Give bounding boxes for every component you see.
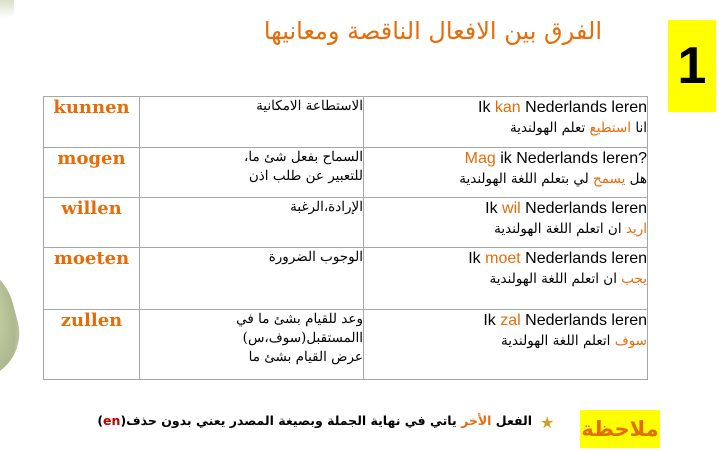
example-cell [364, 148, 648, 198]
arabic-modal-verb: يجب [621, 271, 647, 287]
meaning-line: االمستقبل(سوف،س) [242, 330, 363, 346]
meaning-cell [140, 97, 364, 148]
arabic-translation-part: تعلم الهولندية [509, 120, 590, 136]
dutch-modal-verb: kan [494, 99, 521, 116]
leaf-decoration [0, 250, 30, 380]
arabic-translation-part: ان اتعلم اللغة الهولندية [494, 221, 626, 237]
dutch-sentence [364, 148, 647, 169]
star-bullet-icon: ★ [540, 413, 555, 432]
slide-number: 1 [677, 37, 707, 95]
corner-decoration [0, 0, 14, 18]
example-cell [364, 310, 648, 380]
note-text-pre: الفعل [491, 413, 532, 428]
verb-cell: willen [44, 198, 140, 248]
note-label: ملاحظة [580, 410, 660, 448]
dutch-sentence-part: ik Nederlands leren? [495, 150, 647, 167]
table-row [44, 97, 648, 148]
arabic-translation-part: لي بتعلم اللغة الهولندية [459, 171, 594, 187]
dutch-modal-verb: moet [485, 250, 521, 267]
dutch-sentence [364, 97, 647, 118]
dutch-modal-verb: Mag [464, 150, 496, 167]
note-text-mid: ياتي في نهاية الجملة وبصيغة المصدر يعني بدون حذف( [120, 413, 462, 428]
slide-number-badge [668, 20, 716, 112]
meaning-line: السماح بفعل شئ ما، [243, 149, 363, 165]
arabic-translation [364, 331, 647, 352]
dutch-sentence-part: Nederlands leren [520, 200, 647, 217]
dutch-modal-verb: wil [502, 200, 521, 217]
meaning-line: الاستطاعة الامكانية [256, 98, 363, 114]
dutch-sentence-part: Ik [483, 312, 501, 329]
arabic-modal-verb: اريد [625, 221, 647, 237]
arabic-translation-part: انا [631, 120, 647, 136]
table-row [44, 248, 648, 310]
dutch-sentence-part: Nederlands leren [520, 99, 647, 116]
modal-verbs-table [43, 96, 648, 380]
dutch-sentence [364, 248, 647, 269]
meaning-line: وعد للقيام بشئ ما في [236, 311, 363, 327]
meaning-cell [140, 148, 364, 198]
meaning-cell [140, 248, 364, 310]
dutch-sentence-part: Nederlands leren [520, 250, 647, 267]
dutch-sentence [364, 198, 647, 219]
note-text-post: ) [97, 413, 104, 428]
meaning-line: الإرادة،الرغبة [290, 199, 363, 215]
verb-cell: moeten [44, 248, 140, 310]
arabic-translation [364, 269, 647, 290]
arabic-modal-verb: سوف [614, 333, 647, 349]
arabic-translation-part: اتعلم اللغة الهولندية [500, 333, 615, 349]
meaning-cell [140, 310, 364, 380]
arabic-translation [364, 169, 647, 190]
arabic-modal-verb: يسمح [593, 171, 626, 187]
arabic-translation-part: هل [625, 171, 647, 187]
verb-cell: kunnen [44, 97, 140, 148]
meaning-cell [140, 198, 364, 248]
meaning-line: للتعبير عن طلب اذن [248, 168, 363, 184]
verb-cell: mogen [44, 148, 140, 198]
meaning-line: عرض القيام بشئ ما [248, 349, 363, 365]
arabic-modal-verb: استطيع [589, 120, 632, 136]
dutch-sentence-part: Ik [485, 200, 503, 217]
example-cell [364, 248, 648, 310]
note-text-highlight: الأخر [461, 413, 492, 428]
note-text-suffix: en [103, 413, 121, 428]
page-title: الفرق بين الافعال الناقصة ومعانيها [263, 17, 602, 45]
arabic-translation [364, 118, 647, 139]
dutch-sentence [364, 310, 647, 331]
verb-cell: zullen [44, 310, 140, 380]
example-cell [364, 97, 648, 148]
meaning-line: الوجوب الضرورة [268, 249, 363, 265]
table-body [44, 97, 648, 380]
dutch-modal-verb: zal [500, 312, 521, 329]
table-row [44, 198, 648, 248]
dutch-sentence-part: Ik [468, 250, 486, 267]
arabic-translation [364, 219, 647, 240]
example-cell [364, 198, 648, 248]
dutch-sentence-part: Ik [478, 99, 495, 116]
note-text [97, 412, 532, 430]
table-row [44, 310, 648, 380]
table-row [44, 148, 648, 198]
dutch-sentence-part: Nederlands leren [520, 312, 647, 329]
arabic-translation-part: ان اتعلم اللغة الهولندية [489, 271, 622, 287]
